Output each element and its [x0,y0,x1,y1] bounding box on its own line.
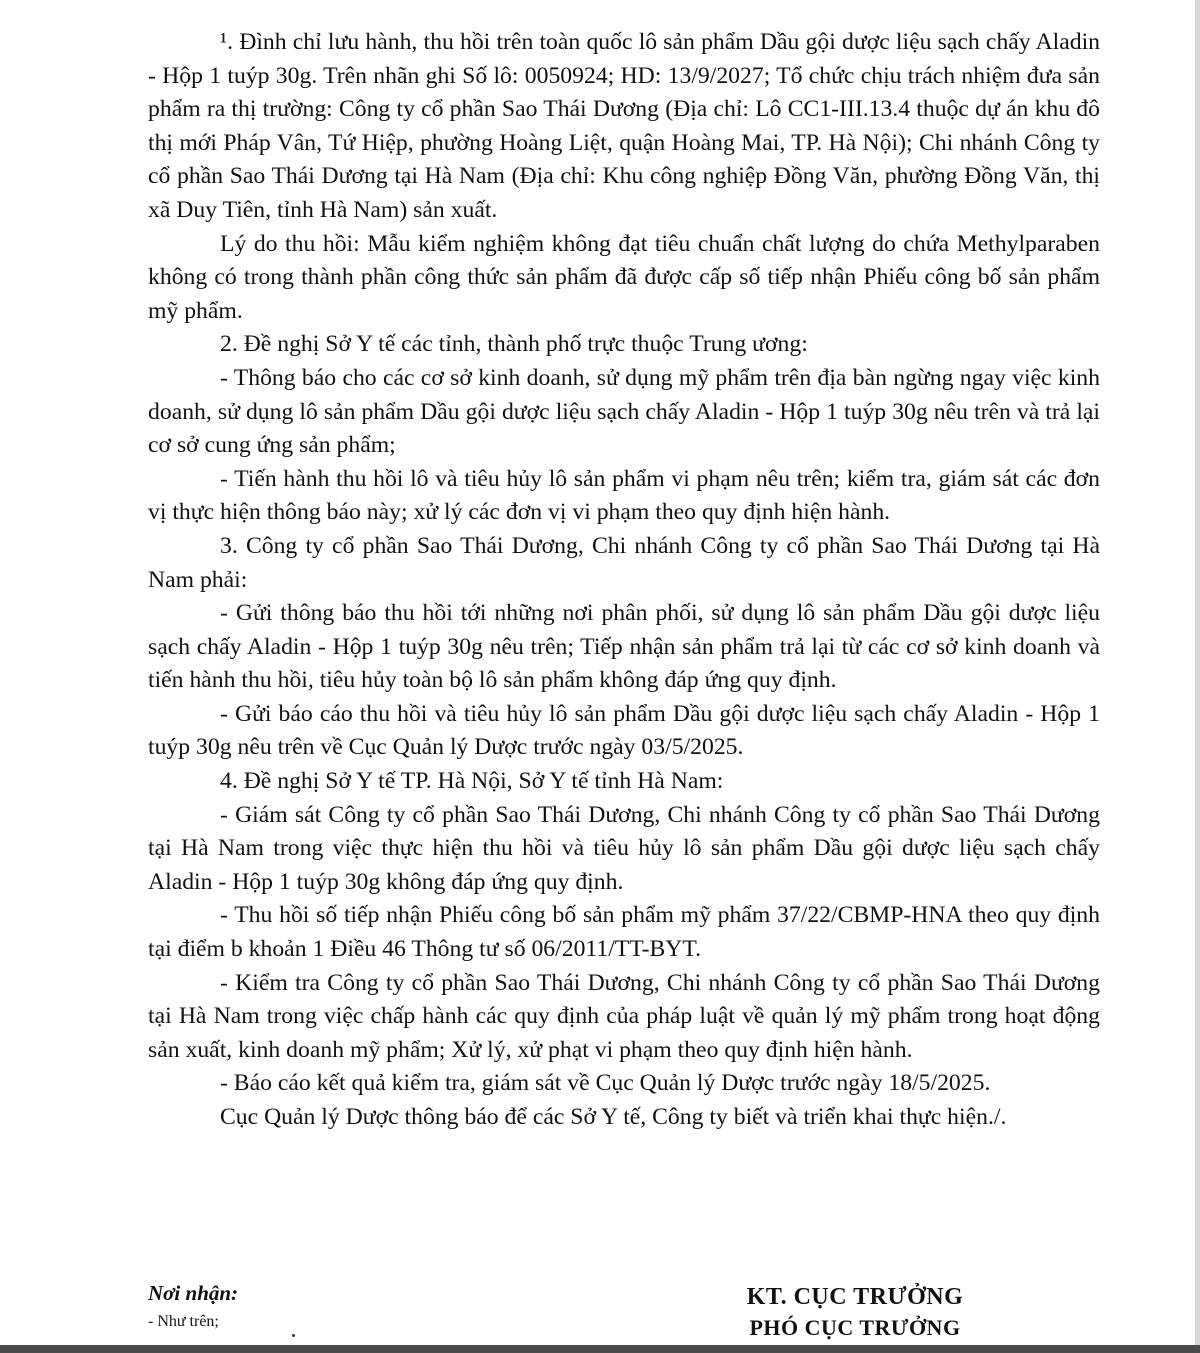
paragraph-10: - Giám sát Công ty cổ phần Sao Thái Dương, Chi nhánh Công ty cổ phần Sao Thái Dương tại Hà Nam trong việc thực hiện thu hồi và tiêu hủy lô sản phẩm Dầu gội dược liệu sạch chấy Aladin - Hộp 1 tuýp 30g không đáp ứng quy định. [148,801,1100,895]
paragraph-5: - Tiến hành thu hồi lô và tiêu hủy lô sản phẩm vi phạm nêu trên; kiểm tra, giám sát các đơn vị thực hiện thông báo này; xử lý các đơn vị vi phạm theo quy định hiện hành. [148,465,1100,526]
signature-subtitle: PHÓ CỤC TRƯỞNG [749,1315,961,1340]
bottom-border-bar [0,1345,1200,1353]
paragraph-4: - Thông báo cho các cơ sở kinh doanh, sử dụng mỹ phẩm trên địa bàn ngừng ngay việc kinh doanh, sử dụng lô sản phẩm Dầu gội dược liệu sạch chấy Aladin - Hộp 1 tuýp 30g nêu trên và trả lại cơ sở cung ứng sản phẩm; [148,364,1100,459]
signature-title: KT. CỤC TRƯỞNG [746,1284,964,1310]
recipients-item: - Như trên; [148,1313,219,1330]
recipients-block [148,1280,488,1334]
recipients-title: Nơi nhận: [148,1281,239,1305]
paragraph-14: Cục Quản lý Dược thông báo để các Sở Y tế, Công ty biết và triển khai thực hiện./. [220,1104,1007,1130]
paragraph-3: 2. Đề nghị Sở Y tế các tỉnh, thành phố trực thuộc Trung ương: [220,331,808,358]
paragraph-7: - Gửi thông báo thu hồi tới những nơi phân phối, sử dụng lô sản phẩm Dầu gội dược liệu sạch chấy Aladin - Hộp 1 tuýp 30g nêu trên; Tiếp nhận sản phẩm trả lại từ các cơ sở kinh doanh và tiến hành thu hồi, tiêu hủy toàn bộ lô sản phẩm không đáp ứng quy định. [148,600,1100,694]
paragraph-1: ¹. Đình chỉ lưu hành, thu hồi trên toàn quốc lô sản phẩm Dầu gội dược liệu sạch chấy Aladin - Hộp 1 tuýp 30g. Trên nhãn ghi Số lô: 0050924; HD: 13/9/2027; Tổ chức chịu trách nhiệm đưa sản phẩm ra thị trường: Công ty cổ phần Sao Thái Dương (Địa chỉ: Lô CC1-III.13.4 thuộc dự án khu đô thị mới Pháp Vân, Tứ Hiệp, phường Hoàng Liệt, quận Hoàng Mai, TP. Hà Nội); Chi nhánh Công ty cổ phần Sao Thái Dương tại Hà Nam (Địa chỉ: Khu công nghiệp Đồng Văn, phường Đồng Văn, thị xã Duy Tiên, tỉnh Hà Nam) sản xuất. [148,29,1100,223]
signature-block [690,1282,1020,1346]
page-edge-shadow [1195,0,1200,1353]
paragraph-8: - Gửi báo cáo thu hồi và tiêu hủy lô sản phẩm Dầu gội dược liệu sạch chấy Aladin - Hộp 1 tuýp 30g nêu trên về Cục Quản lý Dược trước ngày 03/5/2025. [148,700,1100,761]
scan-artifact [292,1334,295,1337]
paragraph-11: - Thu hồi số tiếp nhận Phiếu công bố sản phẩm mỹ phẩm 37/22/CBMP-HNA theo quy định tại điểm b khoản 1 Điều 46 Thông tư số 06/2011/TT-BYT. [148,902,1100,963]
paragraph-2: Lý do thu hồi: Mẫu kiểm nghiệm không đạt tiêu chuẩn chất lượng do chứa Methylparaben không có trong thành phần công thức sản phẩm đã được cấp số tiếp nhận Phiếu công bố sản phẩm mỹ phẩm. [148,230,1100,324]
paragraph-9: 4. Đề nghị Sở Y tế TP. Hà Nội, Sở Y tế tỉnh Hà Nam: [220,768,724,795]
paragraph-13: - Báo cáo kết quả kiểm tra, giám sát về Cục Quản lý Dược trước ngày 18/5/2025. [220,1070,991,1097]
paragraph-12: - Kiểm tra Công ty cổ phần Sao Thái Dương, Chi nhánh Công ty cổ phần Sao Thái Dương tại Hà Nam trong việc chấp hành các quy định của pháp luật về quản lý mỹ phẩm trong hoạt động sản xuất, kinh doanh mỹ phẩm; Xử lý, xử phạt vi phạm theo quy định hiện hành. [148,969,1100,1063]
document-body [148,26,1100,1135]
paragraph-6: 3. Công ty cổ phần Sao Thái Dương, Chi nhánh Công ty cổ phần Sao Thái Dương tại Hà Nam phải: [148,532,1100,593]
